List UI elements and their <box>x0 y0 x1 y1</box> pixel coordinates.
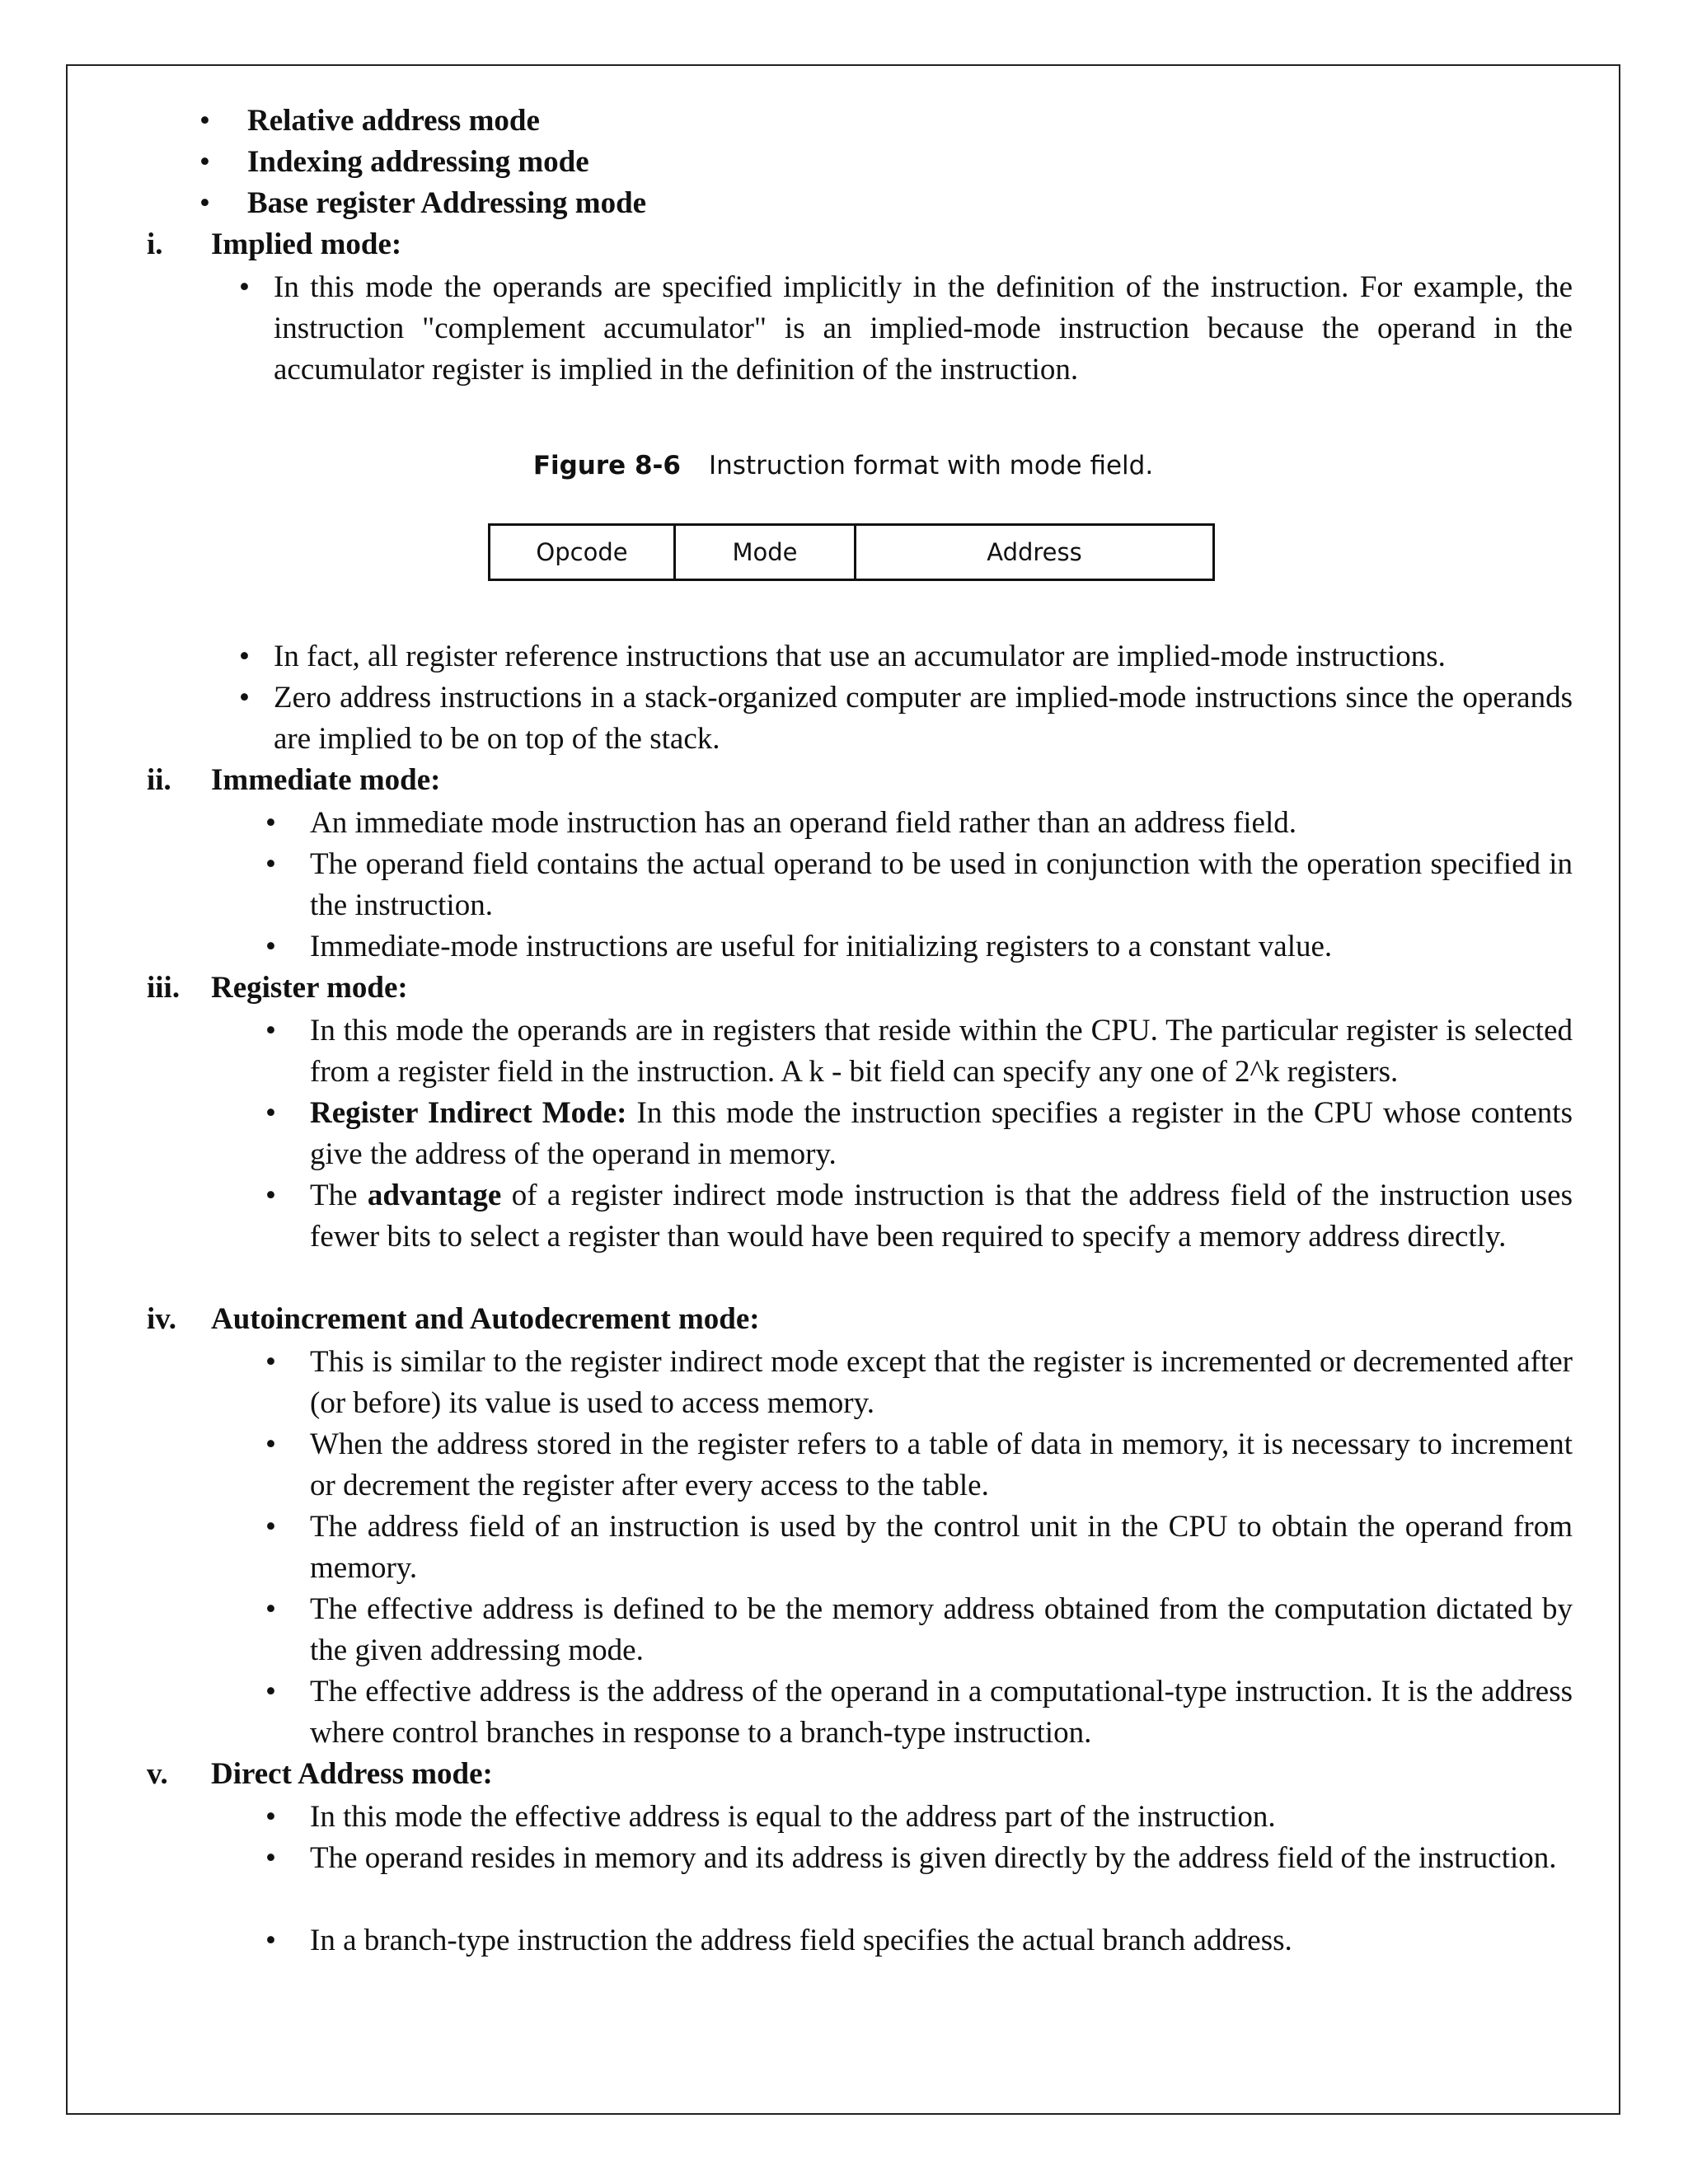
bullet-dot: • <box>265 1427 276 1461</box>
bullet-dot: • <box>265 847 276 881</box>
bullet-dot: • <box>239 270 250 304</box>
bullet-dot: • <box>265 1675 276 1708</box>
page-frame <box>66 64 1620 2115</box>
heading-immediate-mode: Immediate mode: <box>211 763 441 797</box>
autoinc-bullet-2: When the address stored in the register refers to a table of data in memory, it is necessary to increment or decrement the register after every access to the table. <box>310 1427 1573 1502</box>
opcode-field: Opcode <box>536 538 628 566</box>
bullet-dot: • <box>265 1179 276 1212</box>
bullet-dot: • <box>265 1510 276 1544</box>
bullet-dot: • <box>265 1014 276 1047</box>
bullet-dot: • <box>265 930 276 963</box>
heading-autoincrement-mode: Autoincrement and Autodecrement mode: <box>211 1302 760 1336</box>
advantage-text: of a register indirect mode instruction is that the address field of the instruction uses fewer bits to select a register than would have been required to specify a memory address directly. <box>310 1179 1573 1254</box>
advantage-term: advantage <box>367 1179 502 1212</box>
autoinc-bullet-5: The effective address is the address of the operand in a computational-type instruction. It is the address where control branches in response to a branch-type instruction. <box>310 1675 1573 1750</box>
register-indirect-term: Register Indirect Mode: <box>310 1096 627 1130</box>
bullet-dot: • <box>265 1924 276 1957</box>
bullet-dot: • <box>265 1096 276 1130</box>
figure-number: Figure 8-6 <box>532 451 681 480</box>
immediate-bullet-2: The operand field contains the actual operand to be used in conjunction with the operation specified in the instruction. <box>310 847 1573 922</box>
direct-bullet-3: In a branch-type instruction the address field specifies the actual branch address. <box>310 1924 1292 1957</box>
register-indirect-text: In this mode the instruction specifies a register in the CPU whose contents give the address of the operand in memory. <box>310 1096 1573 1171</box>
heading-register-mode: Register mode: <box>211 971 408 1005</box>
autoinc-bullet-1: This is similar to the register indirect mode except that the register is incremented or decremented after (or before) its value is used to access memory. <box>310 1345 1573 1420</box>
heading-direct-address-mode: Direct Address mode: <box>211 1757 493 1791</box>
list-item-relative: Relative address mode <box>247 104 540 138</box>
direct-bullet-2: The operand resides in memory and its address is given directly by the address field of the instruction. <box>310 1841 1557 1875</box>
bullet-dot: • <box>199 186 210 220</box>
section-number: iii. <box>147 971 181 1005</box>
bullet-dot: • <box>265 1592 276 1626</box>
section-number: v. <box>147 1757 168 1791</box>
list-item-indexing: Indexing addressing mode <box>247 145 589 179</box>
figure-caption-text: Instruction format with mode field. <box>709 451 1154 480</box>
implied-bullet-1: In this mode the operands are specified implicitly in the definition of the instruction. For example, the instruction "complement accumulator" is an implied-mode instruction because the operand in the accumulator register is implied in the definition of the instruction. <box>274 270 1573 387</box>
list-item-base-register: Base register Addressing mode <box>247 186 647 220</box>
mode-field: Mode <box>673 526 854 579</box>
instruction-format-diagram <box>488 523 1215 581</box>
heading-implied-mode: Implied mode: <box>211 227 402 261</box>
implied-bullet-3: Zero address instructions in a stack-organized computer are implied-mode instructions since the operands are implied to be on top of the stack. <box>274 681 1573 756</box>
autoinc-bullet-3: The address field of an instruction is used by the control unit in the CPU to obtain the operand from memory. <box>310 1510 1573 1585</box>
figure-caption <box>68 445 1619 486</box>
bullet-dot: • <box>265 1345 276 1379</box>
bullet-dot: • <box>239 640 250 673</box>
bullet-dot: • <box>239 681 250 715</box>
section-number: ii. <box>147 763 171 797</box>
section-number: i. <box>147 227 163 261</box>
implied-bullet-2: In fact, all register reference instructions that use an accumulator are implied-mode instructions. <box>274 640 1446 673</box>
bullet-dot: • <box>265 806 276 840</box>
address-field: Address <box>854 526 1212 579</box>
bullet-dot: • <box>199 145 210 179</box>
bullet-dot: • <box>265 1841 276 1875</box>
immediate-bullet-1: An immediate mode instruction has an operand field rather than an address field. <box>310 806 1296 840</box>
immediate-bullet-3: Immediate-mode instructions are useful for initializing registers to a constant value. <box>310 930 1333 963</box>
section-number: iv. <box>147 1302 176 1336</box>
direct-bullet-1: In this mode the effective address is equal to the address part of the instruction. <box>310 1800 1276 1834</box>
register-bullet-2 <box>310 1093 1573 1175</box>
register-bullet-3 <box>310 1175 1573 1258</box>
advantage-prefix: The <box>310 1179 368 1212</box>
bullet-dot: • <box>265 1800 276 1834</box>
register-bullet-1: In this mode the operands are in registers that reside within the CPU. The particular register is selected from a register field in the instruction. A k - bit field can specify any one of 2^k registers. <box>310 1014 1573 1089</box>
autoinc-bullet-4: The effective address is defined to be the memory address obtained from the computation dictated by the given addressing mode. <box>310 1592 1573 1667</box>
bullet-dot: • <box>199 104 210 138</box>
